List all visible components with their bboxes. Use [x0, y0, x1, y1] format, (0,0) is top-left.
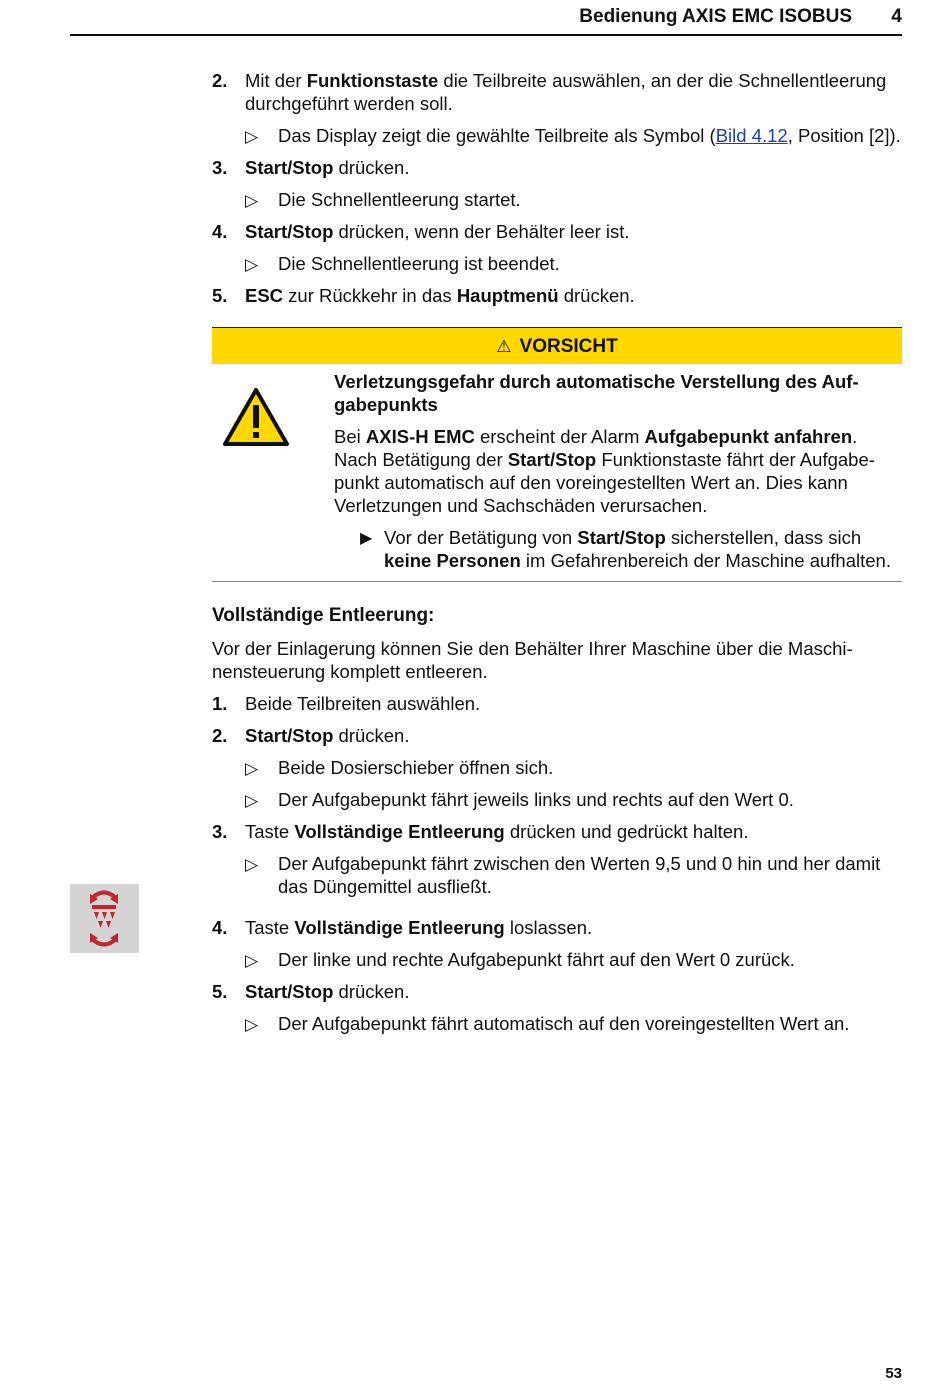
- complete-emptying-key-icon: [70, 884, 139, 953]
- caution-body: [212, 364, 902, 572]
- caution-heading: Verletzungsgefahr durch automatische Verstellung des Aufgabepunkts: [334, 371, 859, 415]
- step-item: [212, 820, 902, 843]
- step-number: 1.: [212, 693, 228, 714]
- result-text: Der Aufgabepunkt fährt zwischen den Werten 9,5 und 0 hin und her damit das Düngemittel ausfließt.: [278, 853, 881, 897]
- step-number: 4.: [212, 221, 228, 242]
- complete-emptying-icon: [70, 884, 139, 953]
- caution-label: VORSICHT: [519, 335, 618, 357]
- step-item: [212, 284, 902, 307]
- warning-small-icon: ⚠: [496, 336, 512, 356]
- result-item: [212, 948, 902, 971]
- figure-link[interactable]: Bild 4.12: [715, 125, 788, 146]
- result-triangle-icon: ▷: [245, 855, 259, 874]
- result-text: Der linke und rechte Aufgabepunkt fährt auf den Wert 0 zurück.: [278, 949, 795, 970]
- step-number: 3.: [212, 157, 228, 178]
- header-title: Bedienung AXIS EMC ISOBUS: [579, 6, 852, 27]
- step-item: [212, 220, 902, 243]
- step-number: 5.: [212, 981, 228, 1002]
- result-text: Das Display zeigt die gewählte Teilbreite als Symbol (Bild 4.12, Position [2]).: [278, 125, 901, 146]
- step-text: Start/Stop drücken.: [245, 725, 410, 746]
- result-triangle-icon: ▷: [245, 255, 259, 274]
- page-number: 53: [885, 1365, 902, 1382]
- result-triangle-icon: ▷: [245, 191, 259, 210]
- step-item: [212, 156, 902, 179]
- result-item: [212, 252, 902, 275]
- step-text: Beide Teilbreiten auswählen.: [245, 693, 481, 714]
- section-intro: Vor der Einlagerung können Sie den Behälter Ihrer Maschine über die Maschinensteuerung komplett entleeren.: [212, 638, 853, 682]
- section-title: Vollständige Entleerung:: [212, 605, 435, 626]
- warning-triangle-icon: [222, 387, 290, 447]
- page-content: [212, 69, 902, 1044]
- step-text: ESC zur Rückkehr in das Hauptmenü drücken.: [245, 285, 635, 306]
- result-triangle-icon: ▷: [245, 759, 259, 778]
- caution-action: [334, 526, 902, 572]
- result-triangle-icon: ▷: [245, 951, 259, 970]
- step-text: Taste Vollständige Entleerung drücken und gedrückt halten.: [245, 821, 749, 842]
- result-text: Beide Dosierschieber öffnen sich.: [278, 757, 554, 778]
- step-number: 5.: [212, 285, 228, 306]
- result-text: Die Schnellentleerung ist beendet.: [278, 253, 560, 274]
- result-item: [212, 852, 902, 898]
- result-text: Die Schnellentleerung startet.: [278, 189, 521, 210]
- result-text: Der Aufgabepunkt fährt automatisch auf den voreingestellten Wert an.: [278, 1013, 850, 1034]
- result-item: [212, 188, 902, 211]
- step-text: Start/Stop drücken.: [245, 981, 410, 1002]
- step-item: [212, 916, 902, 939]
- step-number: 2.: [212, 725, 228, 746]
- result-triangle-icon: ▷: [245, 127, 259, 146]
- action-text: Vor der Betätigung von Start/Stop sicherstellen, dass sich keine Personen im Gefahrenbereich der Maschine aufhalten.: [384, 527, 891, 571]
- result-text: Der Aufgabepunkt fährt jeweils links und rechts auf den Wert 0.: [278, 789, 794, 810]
- caution-text: Bei AXIS-H EMC erscheint der Alarm Aufgabepunkt anfahren. Nach Betätigung der Start/Stop Funktionstaste fährt der Aufgabepunkt automatisch auf den voreingestellten Wert an. Dies kann Verletzungen und Sachschäden verursachen.: [334, 426, 875, 516]
- step-text: Start/Stop drücken, wenn der Behälter leer ist.: [245, 221, 630, 242]
- step-number: 3.: [212, 821, 228, 842]
- step-number: 2.: [212, 70, 228, 91]
- chapter-number: 4: [891, 6, 902, 27]
- step-text: Mit der Funktionstaste die Teilbreite auswählen, an der die Schnellentleerung durchgeführt werden soll.: [245, 70, 887, 114]
- step-item: [212, 724, 902, 747]
- step-text: Taste Vollständige Entleerung loslassen.: [245, 917, 593, 938]
- caution-box: [212, 327, 902, 582]
- action-arrow-icon: ▶: [360, 530, 373, 547]
- result-triangle-icon: ▷: [245, 1015, 259, 1034]
- result-triangle-icon: ▷: [245, 791, 259, 810]
- result-item: [212, 124, 902, 147]
- step-item: [212, 980, 902, 1003]
- step-item: [212, 692, 902, 715]
- result-item: [212, 756, 902, 779]
- step-text: Start/Stop drücken.: [245, 157, 410, 178]
- result-item: [212, 1012, 902, 1035]
- step-item: [212, 69, 902, 115]
- step-number: 4.: [212, 917, 228, 938]
- result-item: [212, 788, 902, 811]
- caution-banner: [212, 327, 902, 364]
- page-header: [70, 0, 902, 36]
